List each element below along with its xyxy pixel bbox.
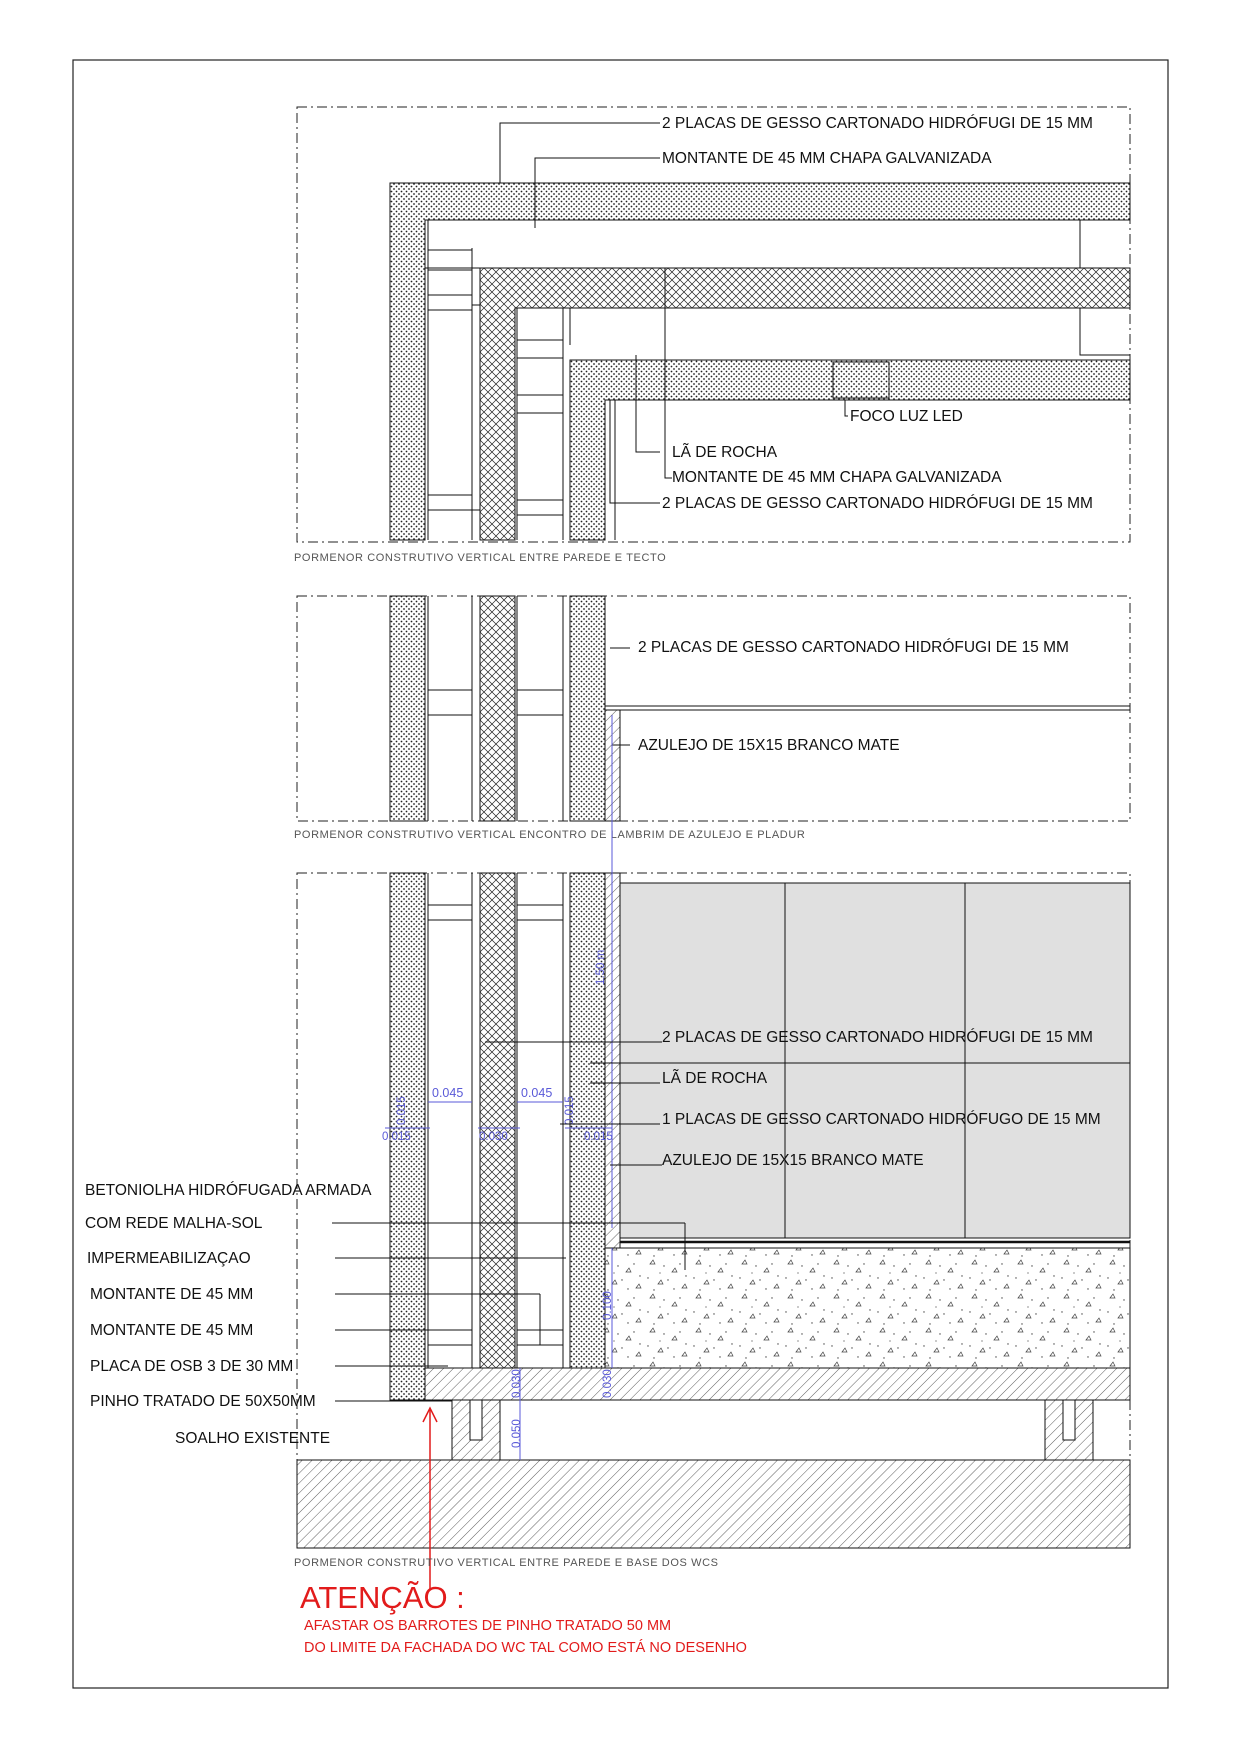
dimension-board-d: 0.015 xyxy=(584,1131,613,1143)
existing-floor xyxy=(297,1460,1130,1548)
warning-title: ATENÇÃO : xyxy=(300,1580,465,1615)
label-screed: BETONIOLHA HIDRÓFUGADA ARMADA xyxy=(85,1182,372,1199)
label-stud-top: MONTANTE DE 45 MM CHAPA GALVANIZADA xyxy=(662,150,992,167)
detail-wall-floor xyxy=(85,715,1130,1590)
label-waterproofing: IMPERMEABILIZAÇAO xyxy=(87,1250,251,1267)
caption-mid: PORMENOR CONSTRUTIVO VERTICAL ENCONTRO DE LAMBRIM DE AZULEJO E PLADUR xyxy=(294,829,806,841)
label-gypsum-top: 2 PLACAS DE GESSO CARTONADO HIDRÓFUGI DE 15 MM xyxy=(662,115,1093,132)
label-tile-mid: AZULEJO DE 15X15 BRANCO MATE xyxy=(638,737,900,754)
label-gypsum-single: 1 PLACAS DE GESSO CARTONADO HIDRÓFUGO DE 15 MM xyxy=(662,1111,1101,1128)
rock-wool xyxy=(480,596,515,821)
detail-tile-plasterboard xyxy=(294,596,1130,841)
label-pine: PINHO TRATADO DE 50X50MM xyxy=(90,1393,316,1410)
label-gypsum-mid: 2 PLACAS DE GESSO CARTONADO HIDRÓFUGI DE 15 MM xyxy=(638,639,1069,656)
gypsum-board-inner xyxy=(570,360,1130,540)
label-led: FOCO LUZ LED xyxy=(850,408,963,425)
dimension-board-c: 0.015 xyxy=(564,1096,576,1125)
warning-line-1: AFASTAR OS BARROTES DE PINHO TRATADO 50 MM xyxy=(304,1618,672,1634)
dimension-screed: 0.100 xyxy=(602,1291,614,1320)
dimension-board-b: 0.015 xyxy=(396,1096,408,1125)
dimension-osb-right: 0.030 xyxy=(602,1369,614,1398)
detail-wall-ceiling xyxy=(294,107,1130,564)
label-stud-b: MONTANTE DE 45 MM xyxy=(90,1322,254,1339)
caption-bottom: PORMENOR CONSTRUTIVO VERTICAL ENTRE PAREDE E BASE DOS WCS xyxy=(294,1557,719,1569)
dimension-stud-a: 0.045 xyxy=(432,1086,464,1100)
label-mesh: COM REDE MALHA-SOL xyxy=(85,1215,263,1232)
dimension-board-a: 0.015 xyxy=(382,1131,411,1143)
dimension-osb-left: 0.030 xyxy=(511,1369,523,1398)
warning-note xyxy=(300,1580,747,1656)
label-rockwool-top: LÃ DE ROCHA xyxy=(672,444,778,461)
label-stud-a: MONTANTE DE 45 MM xyxy=(90,1286,254,1303)
caption-top: PORMENOR CONSTRUTIVO VERTICAL ENTRE PAREDE E TECTO xyxy=(294,552,667,564)
gypsum-board-outer xyxy=(390,596,425,821)
dimension-tile-height: 1.50 m xyxy=(595,949,607,985)
warning-line-2: DO LIMITE DA FACHADA DO WC TAL COMO ESTÁ NO DESENHO xyxy=(304,1640,747,1656)
osb-board xyxy=(425,1368,1130,1400)
dimension-joist: 0.050 xyxy=(511,1419,523,1448)
dimension-stud-b: 0.045 xyxy=(521,1086,553,1100)
label-gypsum-bottom: 2 PLACAS DE GESSO CARTONADO HIDRÓFUGI DE 15 MM xyxy=(662,1029,1093,1046)
label-existing-floor: SOALHO EXISTENTE xyxy=(175,1430,331,1447)
label-osb: PLACA DE OSB 3 DE 30 MM xyxy=(90,1358,294,1375)
wall-tiles xyxy=(605,883,1130,1238)
label-rockwool-bottom: LÃ DE ROCHA xyxy=(662,1070,768,1087)
screed xyxy=(590,1248,1130,1368)
gypsum-board-inner xyxy=(570,596,605,821)
label-tile-bottom: AZULEJO DE 15X15 BRANCO MATE xyxy=(662,1152,924,1169)
dimension-insulation: 0.030 xyxy=(479,1131,508,1143)
label-stud-top-2: MONTANTE DE 45 MM CHAPA GALVANIZADA xyxy=(672,469,1002,486)
label-gypsum-top-2: 2 PLACAS DE GESSO CARTONADO HIDRÓFUGI DE 15 MM xyxy=(662,495,1093,512)
